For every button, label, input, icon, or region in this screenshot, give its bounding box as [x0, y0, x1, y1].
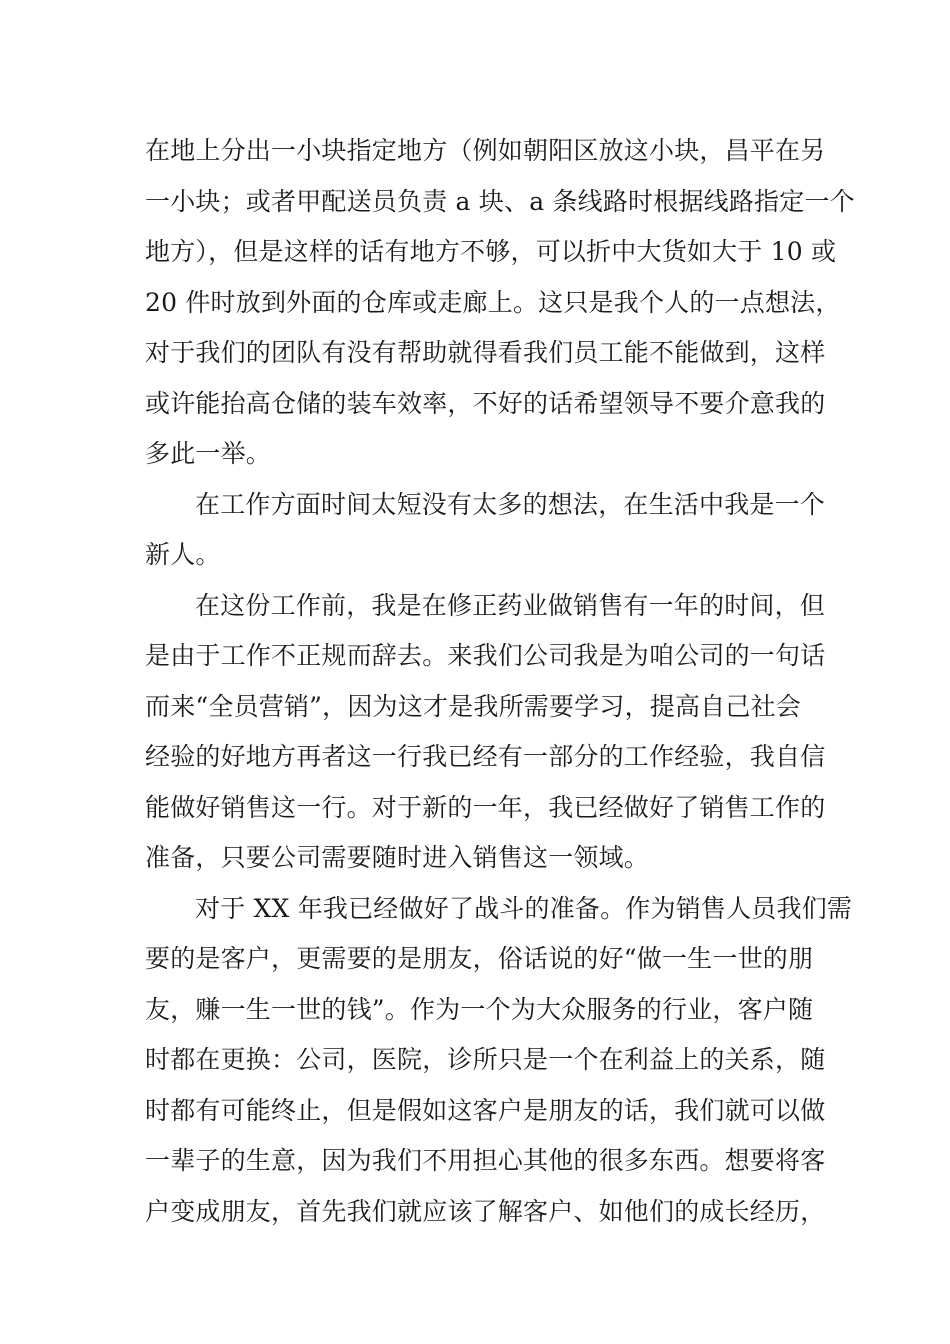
text-line: 对于我们的团队有没有帮助就得看我们员工能不能做到，这样	[145, 338, 826, 367]
text-line: 一小块；或者甲配送员负责 a 块、a 条线路时根据线路指定一个	[145, 186, 855, 216]
text-line: 能做好销售这一行。对于新的一年，我已经做好了销售工作的	[145, 792, 826, 822]
text-line: 友，赚一生一世的钱”。作为一个为大众服务的行业，客户随	[145, 994, 814, 1024]
text-line: 20 件时放到外面的仓库或走廊上。这只是我个人的一点想法，	[145, 287, 841, 317]
text-line: 多此一举。	[145, 439, 272, 468]
text-line: 时都在更换：公司，医院，诊所只是一个在利益上的关系，随	[145, 1045, 826, 1074]
text-line: 准备，只要公司需要随时进入销售这一领域。	[145, 843, 650, 872]
document-body	[145, 126, 855, 1237]
paragraph-first-line: 在工作方面时间太短没有太多的想法，在生活中我是一个	[195, 489, 826, 519]
text-line: 经验的好地方再者这一行我已经有一部分的工作经验，我自信	[145, 742, 826, 771]
text-line: 新人。	[145, 540, 221, 569]
text-line: 要的是客户，更需要的是朋友，俗话说的好“做一生一世的朋	[145, 944, 814, 973]
paragraph-first-line: 在这份工作前，我是在修正药业做销售有一年的时间，但	[195, 590, 826, 620]
text-line: 或许能抬高仓储的装车效率，不好的话希望领导不要介意我的	[145, 388, 826, 418]
text-line: 户变成朋友，首先我们就应该了解客户、如他们的成长经历，	[145, 1196, 826, 1226]
text-line: 在地上分出一小块指定地方（例如朝阳区放这小块，昌平在另	[145, 136, 826, 165]
text-line: 时都有可能终止，但是假如这客户是朋友的话，我们就可以做	[145, 1095, 826, 1125]
text-line: 是由于工作不正规而辞去。来我们公司我是为咱公司的一句话	[145, 641, 826, 670]
text-line: 地方），但是这样的话有地方不够，可以折中大货如大于 10 或	[145, 237, 837, 266]
paragraph-first-line: 对于 XX 年我已经做好了战斗的准备。作为销售人员我们需	[195, 893, 853, 923]
text-line: 而来“全员营销”，因为这才是我所需要学习，提高自己社会	[145, 691, 801, 721]
text-line: 一辈子的生意，因为我们不用担心其他的很多东西。想要将客	[145, 1146, 826, 1175]
